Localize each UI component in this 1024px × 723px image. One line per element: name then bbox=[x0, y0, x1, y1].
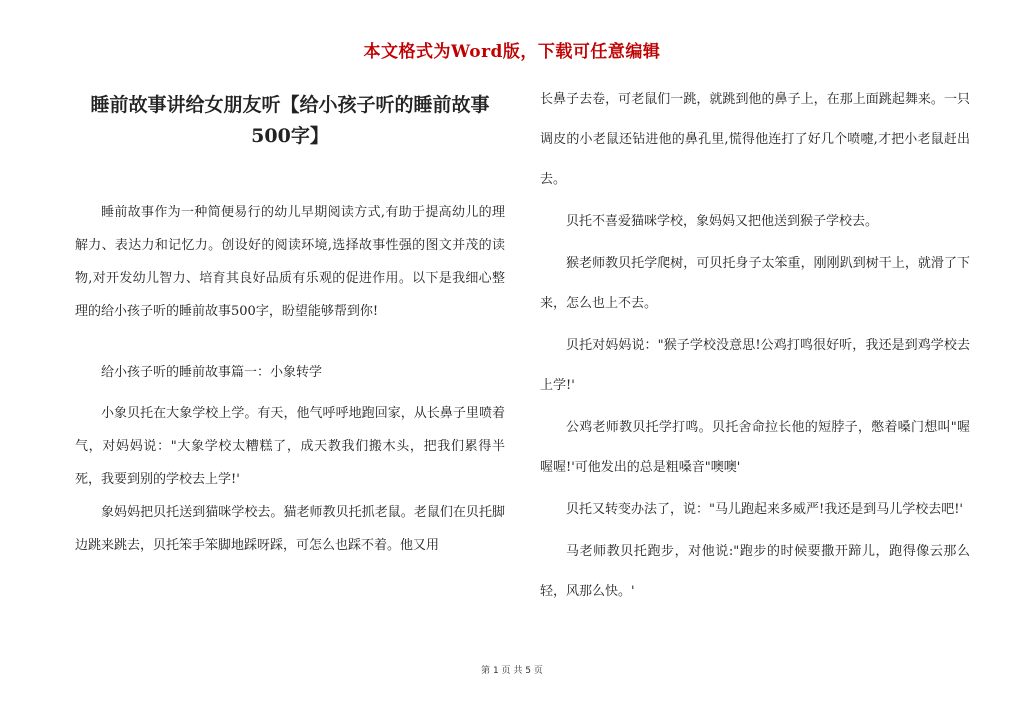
section-heading: 给小孩子听的睡前故事篇一：小象转学 bbox=[101, 365, 323, 380]
story-paragraph-3: 贝托不喜爱猫咪学校，象妈妈又把他送到猴子学校去。 bbox=[566, 214, 879, 229]
story-paragraph-1: 小象贝托在大象学校上学。有天，他气呼呼地跑回家，从长鼻子里喷着气，对妈妈说："大象学校太糟糕了，成天教我们搬木头，把我们累得半死，我要到别的学校去上学!' bbox=[75, 406, 505, 487]
story-paragraph-continued: 长鼻子去卷，可老鼠们一跳，就跳到他的鼻子上，在那上面跳起舞来。一只调皮的小老鼠还钻进他的鼻孔里,慌得他连打了好几个喷嚏,才把小老鼠赶出去。 bbox=[540, 92, 970, 187]
intro-paragraph: 睡前故事作为一种简便易行的幼儿早期阅读方式,有助于提高幼儿的理解力、表达力和记忆力。创设好的阅读环境,选择故事性强的图文并茂的读物,对开发幼儿智力、培育其良好品质有乐观的促进作用。以下是我细心整理的给小孩子听的睡前故事500字，盼望能够帮到你! bbox=[75, 205, 505, 319]
story-paragraph-4: 猴老师教贝托学爬树，可贝托身子太笨重，刚刚趴到树干上，就滑了下来，怎么也上不去。 bbox=[540, 256, 970, 311]
word-format-banner: 本文格式为Word版，下载可任意编辑 bbox=[363, 42, 661, 62]
story-paragraph-2: 象妈妈把贝托送到猫咪学校去。猫老师教贝托抓老鼠。老鼠们在贝托脚边跳来跳去，贝托笨手笨脚地踩呀踩，可怎么也踩不着。他又用 bbox=[75, 505, 505, 553]
page-number: 第 1 页 共 5 页 bbox=[481, 666, 543, 676]
document-title: 睡前故事讲给女朋友听【给小孩子听的睡前故事500字】 bbox=[90, 94, 490, 147]
story-paragraph-7: 贝托又转变办法了，说："马儿跑起来多威严!我还是到马儿学校去吧!' bbox=[566, 502, 964, 517]
right-column bbox=[540, 80, 970, 614]
left-column bbox=[75, 80, 505, 562]
story-paragraph-6: 公鸡老师教贝托学打鸣。贝托舍命拉长他的短脖子，憋着嗓门想叫"喔喔喔!'可他发出的总是粗嗓音"噢噢' bbox=[540, 420, 970, 475]
story-paragraph-5: 贝托对妈妈说："猴子学校没意思!公鸡打鸣很好听，我还是到鸡学校去上学!' bbox=[540, 338, 970, 393]
story-paragraph-8: 马老师教贝托跑步，对他说:"跑步的时候要撒开蹄儿，跑得像云那么轻，风那么快。' bbox=[540, 544, 970, 599]
